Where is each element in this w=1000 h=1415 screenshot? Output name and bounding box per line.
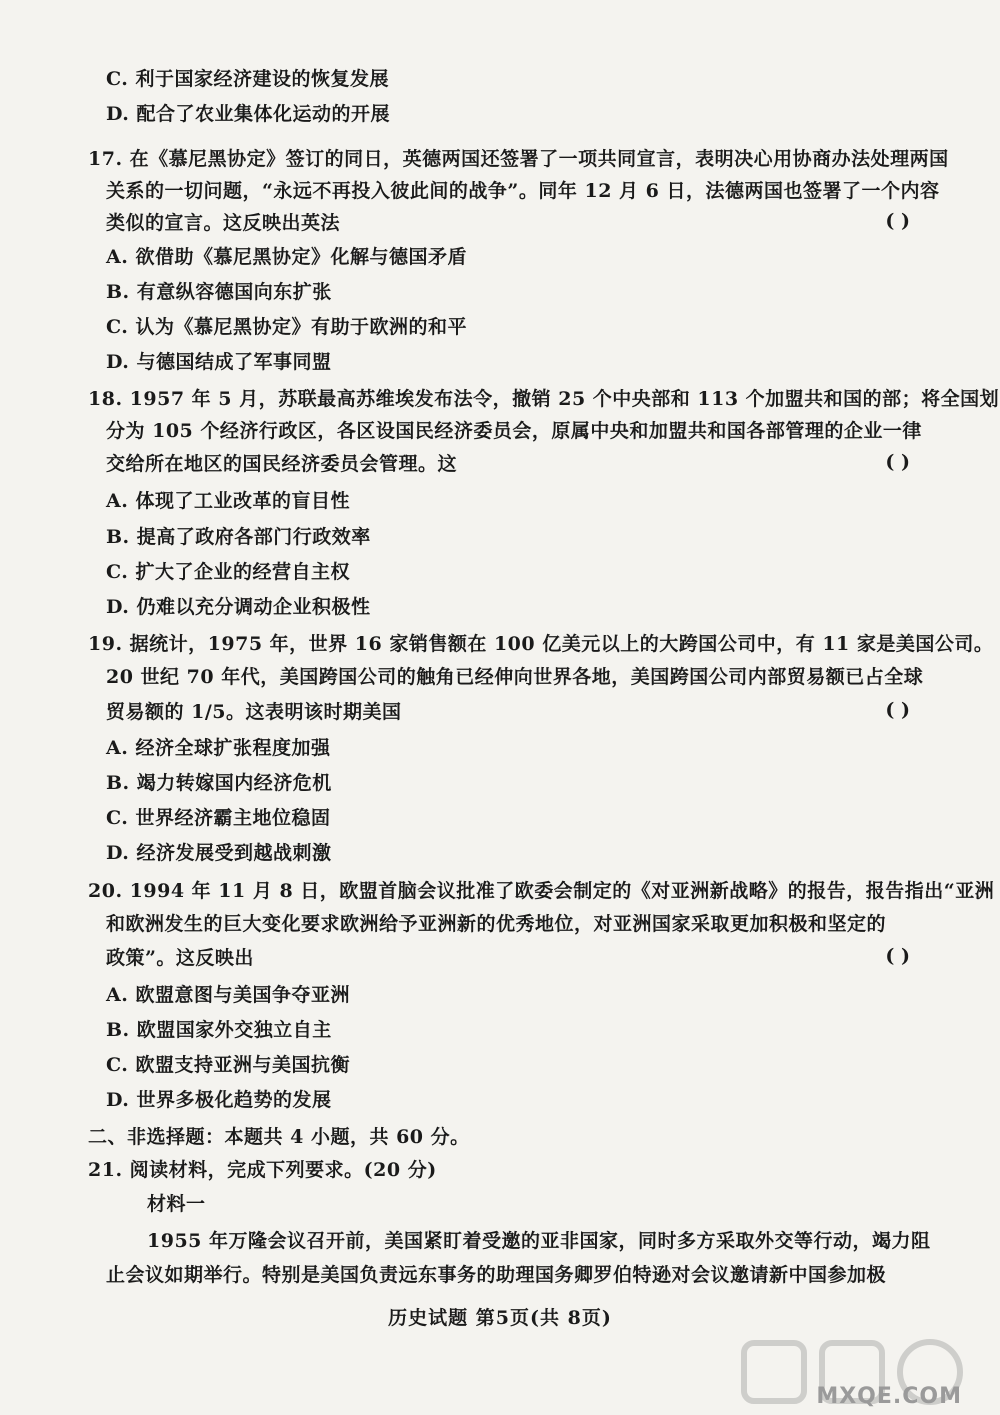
q19-option-c: C. 世界经济霸主地位稳固 [106,807,331,829]
q18-option-c: C. 扩大了企业的经营自主权 [106,561,351,583]
q20-stem-line-3: 政策”。这反映出 [106,947,254,969]
q21-material-label: 材料一 [147,1193,206,1215]
q16-option-d: D. 配合了农业集体化运动的开展 [106,103,391,125]
q19-answer-paren: ( ) [885,699,910,721]
q18-stem-line-3: 交给所在地区的国民经济委员会管理。这 [106,453,458,475]
q20-option-a: A. 欧盟意图与美国争夺亚洲 [106,984,350,1006]
q20-option-b: B. 欧盟国家外交独立自主 [106,1019,332,1041]
q19-option-a: A. 经济全球扩张程度加强 [106,737,331,759]
q19-stem-line-2: 20 世纪 70 年代，美国跨国公司的触角已经伸向世界各地，美国跨国公司内部贸易额已占全球 [106,666,924,688]
page-footer: 历史试题 第5页(共 8页) [388,1307,612,1329]
q20-answer-paren: ( ) [885,945,910,967]
q17-answer-paren: ( ) [885,210,910,232]
q21-material-text-line-2: 止会议如期举行。特别是美国负责远东事务的助理国务卿罗伯特逊对会议邀请新中国参加极 [106,1264,887,1286]
q20-stem-line-1: 20. 1994 年 11 月 8 日，欧盟首脑会议批准了欧委会制定的《对亚洲新战略》的报告，报告指出“亚洲 [88,880,995,902]
q18-option-a: A. 体现了工业改革的盲目性 [106,490,350,512]
q17-option-b: B. 有意纵容德国向东扩张 [106,281,332,303]
q17-option-c: C. 认为《慕尼黑协定》有助于欧洲的和平 [106,316,468,338]
q18-answer-paren: ( ) [885,451,910,473]
section-heading-nonchoice: 二、非选择题：本题共 4 小题，共 60 分。 [88,1126,470,1148]
q19-option-b: B. 竭力转嫁国内经济危机 [106,772,332,794]
q17-stem-line-1: 17. 在《慕尼黑协定》签订的同日，英德两国还签署了一项共同宣言，表明决心用协商办法处理两国 [88,148,949,170]
q16-option-c: C. 利于国家经济建设的恢复发展 [106,68,390,90]
q17-option-a: A. 欲借助《慕尼黑协定》化解与德国矛盾 [106,246,467,268]
watermark-text: MXQE.COM [816,1384,962,1409]
q20-option-c: C. 欧盟支持亚洲与美国抗衡 [106,1054,351,1076]
q19-stem-line-3: 贸易额的 1/5。这表明该时期美国 [106,701,402,723]
q17-stem-line-2: 关系的一切问题，“永远不再投入彼此间的战争”。同年 12 月 6 日，法德两国也签署了一个内容 [106,180,940,202]
q19-stem-line-1: 19. 据统计，1975 年，世界 16 家销售额在 100 亿美元以上的大跨国公司中，有 11 家是美国公司。 [88,633,994,655]
q20-option-d: D. 世界多极化趋势的发展 [106,1089,332,1111]
q20-stem-line-2: 和欧洲发生的巨大变化要求欧洲给予亚洲新的优秀地位，对亚洲国家采取更加积极和坚定的 [106,913,887,935]
q17-stem-line-3: 类似的宣言。这反映出英法 [106,212,341,234]
q18-option-b: B. 提高了政府各部门行政效率 [106,526,371,548]
q17-option-d: D. 与德国结成了军事同盟 [106,351,332,373]
q18-stem-line-1: 18. 1957 年 5 月，苏联最高苏维埃发布法令，撤销 25 个中央部和 113 个加盟共和国的部；将全国划 [88,388,1000,410]
q18-option-d: D. 仍难以充分调动企业积极性 [106,596,371,618]
q19-option-d: D. 经济发展受到越战刺激 [106,842,332,864]
q21-stem: 21. 阅读材料，完成下列要求。(20 分) [88,1159,437,1181]
q21-material-text-line-1: 1955 年万隆会议召开前，美国紧盯着受邀的亚非国家，同时多方采取外交等行动，竭力阻 [147,1230,931,1252]
q18-stem-line-2: 分为 105 个经济行政区，各区设国民经济委员会，原属中央和加盟共和国各部管理的企业一律 [106,420,922,442]
